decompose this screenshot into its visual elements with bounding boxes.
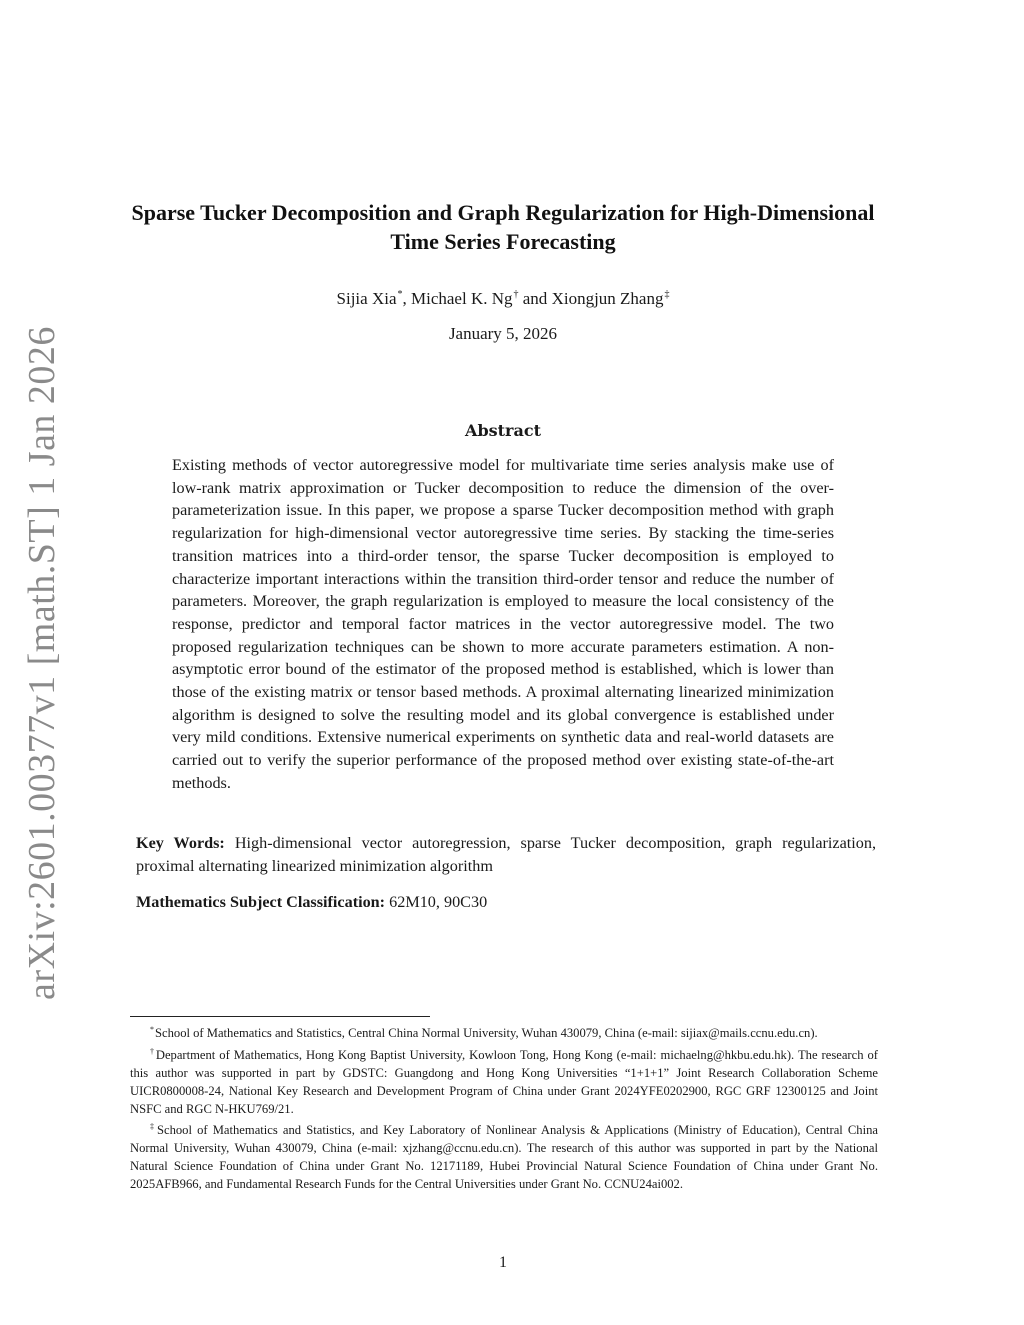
author-name: Michael K. Ng [411, 289, 513, 308]
footnote-text: School of Mathematics and Statistics, and Key Laboratory of Nonlinear Analysis & Applications (Ministry of Education), Central China Normal University, Wuhan 430079, China (e-mail: xjzhang@ccnu.edu.cn). The research of this author was supported in part by the National Natural Science Foundation of China under Grant No. 12171189, Hubei Provincial Natural Science Foundation of China under Grant No. 2025AFB966, and Fundamental Research Funds for the Central Universities under Grant No. CCNU24ai002. [130, 1123, 878, 1191]
author-footnote-mark[interactable]: * [397, 289, 403, 300]
footnote-item [130, 1021, 878, 1042]
keywords-text: High-dimensional vector autoregression, sparse Tucker decomposition, graph regularization, proximal alternating linearized minimization algorithm [136, 834, 877, 875]
footnote-item [130, 1118, 878, 1193]
msc-codes: 62M10, 90C30 [389, 893, 488, 911]
msc-label: Mathematics Subject Classification: [136, 893, 386, 911]
abstract-text: Existing methods of vector autoregressive model for multivariate time series analysis make use of low-rank matrix approximation or Tucker decomposition to reduce the dimension of the over-parameterization issue. In this paper, we propose a sparse Tucker decomposition method with graph regularization for high-dimensional vector autoregressive time series. By stacking the time-series transition matrices into a third-order tensor, the sparse Tucker decomposition is employed to characterize important interactions within the transition third-order tensor and reduce the number of parameters. Moreover, the graph regularization is employed to measure the local consistency of the response, predictor and temporal factor matrices in the vector autoregressive model. The two proposed regularization techniques can be shown to more accurate parameters estimation. A non-asymptotic error bound of the estimator of the proposed method is established, which is lower than those of the existing matrix or tensor based methods. A proximal alternating linearized minimization algorithm is designed to solve the resulting model and its global convergence is established under very mild conditions. Extensive numerical experiments on synthetic data and real-world datasets are carried out to verify the superior performance of the proposed method over existing state-of-the-art methods. [172, 456, 834, 792]
author-separator: , [402, 289, 411, 308]
footnote-mark: † [150, 1046, 155, 1056]
keywords-label: Key Words: [136, 834, 225, 852]
author-footnote-mark[interactable]: ‡ [664, 289, 670, 300]
footnote-text: Department of Mathematics, Hong Kong Baptist University, Kowloon Tong, Hong Kong (e-mail: michaelng@hkbu.edu.hk). The research of this author was supported in part by GDSTC: Guangdong and Hong Kong Universities “1+1+1” Joint Research Collaboration Scheme UICR0800008-24, National Key Research and Development Program of China under Grant 2024YFE0202900, RGC GRF 12300125 and Joint NSFC and RGC N-HKU769/21. [130, 1047, 878, 1116]
abstract-heading: Abstract [465, 421, 541, 440]
msc-section [136, 893, 876, 912]
author-list [130, 284, 876, 310]
footnote-mark: * [150, 1025, 154, 1034]
paper-title: Sparse Tucker Decomposition and Graph Regularization for High-Dimensional Time Series Forecasting [131, 200, 875, 254]
footnotes [130, 1021, 878, 1194]
author-name: Xiongjun Zhang [551, 289, 664, 308]
footnote-item [130, 1043, 878, 1118]
paper-date: January 5, 2026 [448, 324, 558, 343]
author-footnote-mark[interactable]: † [513, 289, 519, 300]
footnote-text: School of Mathematics and Statistics, Central China Normal University, Wuhan 430079, China (e-mail: sijiax@mails.ccnu.edu.cn). [155, 1026, 818, 1040]
author-name: Sijia Xia [336, 289, 397, 308]
keywords-section [136, 832, 876, 877]
author-separator: and [518, 289, 552, 308]
arxiv-identifier-stamp[interactable]: arXiv:2601.00377v1 [math.ST] 1 Jan 2026 [21, 326, 63, 1000]
page-number: 1 [499, 1254, 507, 1271]
footnote-mark: ‡ [150, 1122, 156, 1131]
footnote-divider [130, 1016, 430, 1017]
